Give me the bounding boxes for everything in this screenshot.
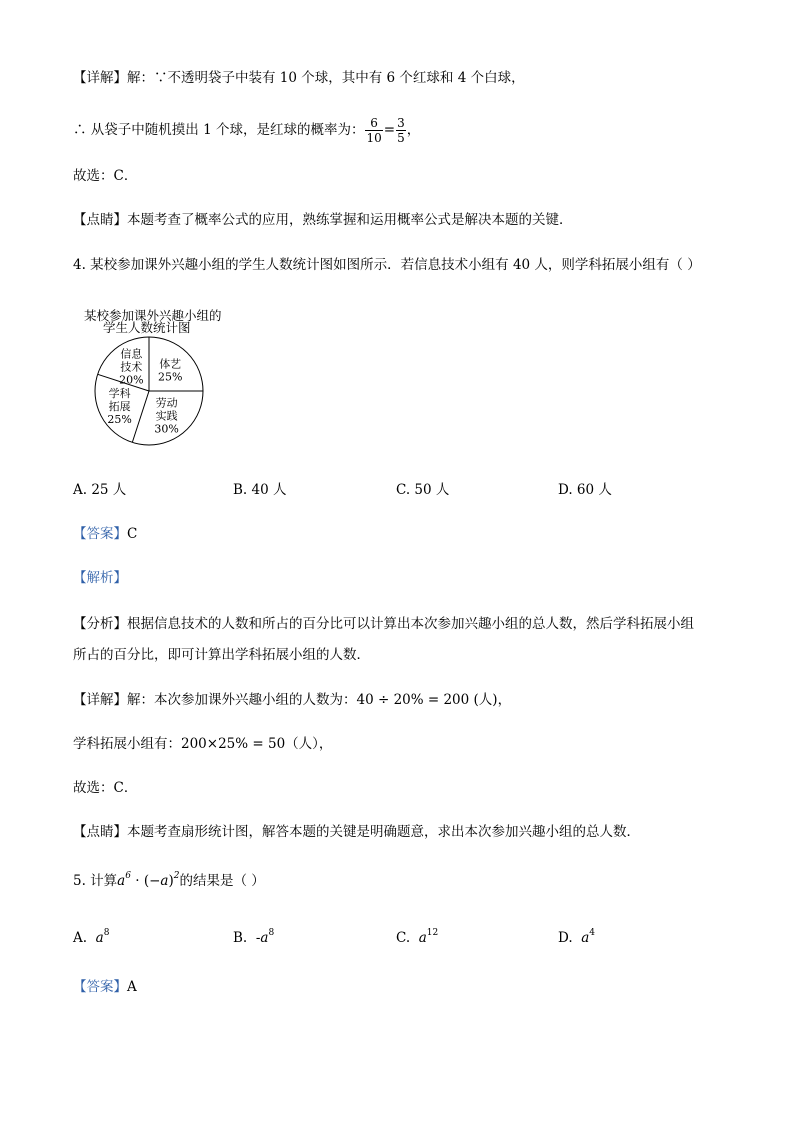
pie-slice-label: 劳动 <box>155 396 178 410</box>
q5-option-b <box>233 928 274 948</box>
pie-slice-label: 技术 <box>120 360 143 374</box>
q5-option-b-exp: 8 <box>268 928 275 938</box>
q5-stem <box>73 871 265 891</box>
pie-slice-label: 体艺 <box>159 357 182 371</box>
q4-analysis-tag <box>73 568 127 588</box>
q3-frac1-den: 10 <box>366 131 382 145</box>
q3-line2-suffix: ， <box>406 122 421 138</box>
q4-fenxi-2: 所占的百分比，即可计算出学科拓展小组的人数． <box>73 647 370 663</box>
q4-answer: C <box>127 526 138 542</box>
q3-detail-text: 解：∵不透明袋子中装有 10 个球，其中有 6 个红球和 4 个白球， <box>127 70 525 86</box>
q4-detail-tag: 【详解】 <box>73 692 127 708</box>
q5-option-b-base: a <box>260 930 269 946</box>
q3-fraction-1 <box>365 116 382 145</box>
q4-option-c: C. 50 人 <box>396 482 450 498</box>
q4-answer-tag: 【答案】 <box>73 526 127 542</box>
q4-comment-line <box>73 822 640 842</box>
q3-probability-line <box>73 116 420 145</box>
chart-title-line-1: 某校参加课外兴趣小组的 <box>84 308 222 323</box>
q3-choose: 故选：C． <box>73 168 138 184</box>
chart-title-line-2: 学生人数统计图 <box>103 320 191 335</box>
pie-slice-label: 实践 <box>155 409 178 423</box>
pie-slice-label: 拓展 <box>108 400 131 413</box>
q4-answer-line <box>73 524 137 544</box>
q4-option-d: D. 60 人 <box>558 482 612 498</box>
q3-detail-line <box>73 68 525 88</box>
q3-frac2-den: 5 <box>397 131 405 145</box>
pie-slice-percent: 20% <box>119 373 144 387</box>
q4-stem: 4. 某校参加课外兴趣小组的学生人数统计图如图所示．若信息技术小组有 40 人，则学科拓展小组有（ ） <box>73 257 701 273</box>
q4-analysis-label: 【解析】 <box>73 570 127 586</box>
q3-detail-tag: 【详解】 <box>73 70 127 86</box>
q3-line2-prefix: ∴ 从袋子中随机摸出 1 个球，是红球的概率为： <box>73 122 365 138</box>
q5-option-b-sign: - <box>255 930 261 946</box>
q5-option-a-exp: 8 <box>103 928 110 938</box>
q4-fenxi-line-1 <box>73 614 694 634</box>
q3-comment-tag: 【点睛】 <box>73 212 127 228</box>
q4-fenxi-1: 根据信息技术的人数和所占的百分比可以计算出本次参加兴趣小组的总人数，然后学科拓展小组 <box>127 616 694 632</box>
q5-option-b-letter: B. <box>233 930 248 946</box>
q4-option-b: B. 40 人 <box>233 482 287 498</box>
q5-answer-line <box>73 977 137 997</box>
pie-slice-label: 信息 <box>120 347 143 361</box>
q5-stem-suffix: 的结果是（ ） <box>179 873 265 889</box>
q4-choose: 故选：C． <box>73 780 138 796</box>
q3-equals: = <box>383 122 396 138</box>
q4-detail-line-1 <box>73 690 511 710</box>
q5-option-c-exp: 12 <box>426 928 439 938</box>
q5-option-c-letter: C. <box>396 930 411 946</box>
q5-answer: A <box>127 979 137 995</box>
pie-slice-percent: 30% <box>154 422 179 436</box>
q4-detail-1: 解：本次参加课外兴趣小组的人数为：40 ÷ 20% = 200 (人)， <box>127 692 512 708</box>
q4-comment-text: 本题考查扇形统计图，解答本题的关键是明确题意，求出本次参加兴趣小组的总人数． <box>127 824 640 840</box>
q5-option-a <box>73 928 109 948</box>
q3-comment-line <box>73 210 573 230</box>
q5-option-d-base: a <box>581 930 590 946</box>
q3-frac2-num: 3 <box>397 116 405 130</box>
q4-fenxi-tag: 【分析】 <box>73 616 127 632</box>
q5-answer-tag: 【答案】 <box>73 979 127 995</box>
q5-option-d-exp: 4 <box>589 928 596 938</box>
pie-chart <box>89 331 209 451</box>
pie-slice-percent: 25% <box>157 370 183 384</box>
q4-detail-2: 学科拓展小组有：200×25% = 50（人）， <box>73 736 333 752</box>
q3-fraction-2 <box>396 116 406 145</box>
pie-slice-label: 学科 <box>108 387 131 400</box>
q5-option-c-base: a <box>418 930 427 946</box>
q5-option-a-letter: A. <box>73 930 88 946</box>
q4-option-a: A. 25 人 <box>73 482 127 498</box>
q5-option-c <box>396 928 438 948</box>
q5-option-d <box>558 928 595 948</box>
pie-slice-percent: 25% <box>107 413 132 426</box>
q5-stem-prefix: 5. 计算 <box>73 873 118 889</box>
q5-option-a-base: a <box>95 930 104 946</box>
q5-expression: $a^6 \cdot (-a)^2$ <box>117 871 180 889</box>
q5-option-d-letter: D. <box>558 930 573 946</box>
q3-frac1-num: 6 <box>365 116 382 131</box>
q4-comment-tag: 【点睛】 <box>73 824 127 840</box>
q3-comment-text: 本题考查了概率公式的应用，熟练掌握和运用概率公式是解决本题的关键． <box>127 212 573 228</box>
